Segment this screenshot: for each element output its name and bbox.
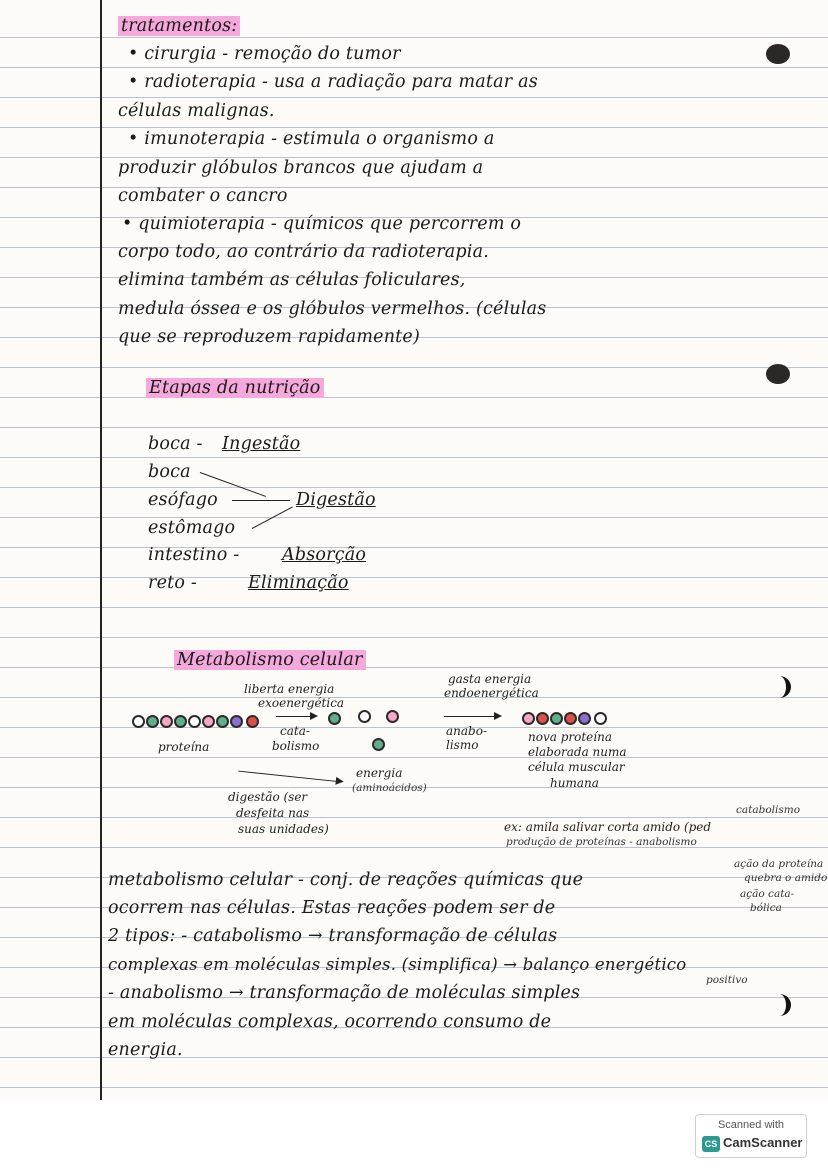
treatment-line: • imunoterapia - estimula o organismo a [128, 129, 495, 149]
treatment-line: elimina também as células foliculares, [118, 270, 466, 290]
new-protein-label: nova proteína [528, 730, 612, 744]
amino-acid-bead [132, 715, 145, 728]
amino-acid-bead [174, 715, 187, 728]
side-note: bólica [750, 902, 782, 914]
digestion-note: suas unidades) [238, 822, 329, 836]
catabolism-label: exoenergética [258, 696, 345, 710]
digestion-note: desfeita nas [236, 806, 310, 820]
digestion-note: digestão (ser [228, 790, 308, 804]
margin-line [100, 0, 102, 1100]
amino-acid-bead [202, 715, 215, 728]
energy-label: (aminoácidos) [352, 782, 427, 794]
definition-note: positivo [706, 974, 748, 986]
definition-line: em moléculas complexas, ocorrendo consumo de [108, 1012, 552, 1032]
anabolism-label: endoenergética [444, 686, 539, 700]
treatment-line: • quimioterapia - químicos que percorrem o [122, 214, 522, 234]
amino-acid-bead [578, 712, 591, 725]
nutrition-title [146, 378, 324, 398]
new-protein-label: humana [550, 776, 599, 790]
definition-line: energia. [108, 1040, 183, 1060]
amino-acid-bead [328, 712, 341, 725]
treatment-line: corpo todo, ao contrário da radioterapia. [118, 242, 489, 262]
treatment-line: que se reproduzem rapidamente) [118, 327, 420, 347]
digestion-link-line [232, 500, 290, 501]
protein-label: proteína [158, 740, 210, 754]
nutrition-organ: estômago [148, 518, 236, 538]
energy-label: energia [356, 766, 403, 780]
treatment-line: células malignas. [118, 101, 275, 121]
side-note: catabolismo [736, 804, 801, 816]
treatment-line: • cirurgia - remoção do tumor [128, 44, 401, 64]
amino-acid-bead [564, 712, 577, 725]
amino-acid-bead [358, 710, 371, 723]
definition-line: ocorrem nas células. Estas reações podem ser de [108, 898, 556, 918]
definition-line: complexas em moléculas simples. (simplifica) → balanço energético [108, 955, 687, 974]
definition-line: - anabolismo → transformação de moléculas simples [108, 983, 581, 1003]
amino-acid-bead [594, 712, 607, 725]
amino-acid-bead [188, 715, 201, 728]
anabolism-label: lismo [446, 738, 479, 752]
metabolism-title [174, 650, 366, 670]
example-note: ex: amila salivar corta amido (ped [504, 820, 712, 834]
nutrition-stage: Absorção [282, 545, 367, 565]
nutrition-organ: boca [148, 462, 191, 482]
anabolism-arrow [444, 716, 500, 717]
metabolism-title-text: Metabolismo celular [174, 650, 366, 670]
camscanner-name: CamScanner [723, 1135, 803, 1150]
amino-acid-bead [550, 712, 563, 725]
amino-acid-bead [216, 715, 229, 728]
example-note: produção de proteínas - anabolismo [506, 836, 697, 848]
binder-hole-2 [766, 364, 790, 384]
treatment-line: • radioterapia - usa a radiação para matar as [128, 72, 538, 92]
new-protein-label: célula muscular [528, 760, 625, 774]
binder-hole-3 [768, 676, 791, 698]
camscanner-badge [695, 1114, 807, 1158]
amino-acid-bead [536, 712, 549, 725]
anabolism-label: anabo- [446, 724, 487, 738]
binder-hole-4 [768, 994, 791, 1016]
catabolism-arrow [276, 716, 316, 717]
amino-acid-bead [230, 715, 243, 728]
new-protein-label: elaborada numa [528, 745, 627, 759]
nutrition-organ: boca - [148, 434, 203, 454]
amino-acid-bead [146, 715, 159, 728]
scanned-with-label: Scanned with [717, 1119, 785, 1131]
catabolism-label: liberta energia [244, 682, 335, 696]
amino-acid-bead [522, 712, 535, 725]
nutrition-stage: Eliminação [248, 573, 349, 593]
camscanner-logo-icon: CS [702, 1136, 720, 1152]
amino-acid-bead [372, 738, 385, 751]
side-note: quebra o amido [744, 872, 828, 884]
nutrition-title-text: Etapas da nutrição [146, 378, 324, 398]
nutrition-organ: intestino - [148, 545, 240, 565]
nutrition-organ: reto - [148, 573, 197, 593]
side-note: ação da proteína [734, 858, 824, 870]
nutrition-stage: Digestão [296, 490, 376, 510]
anabolism-label: gasta energia [448, 672, 532, 686]
amino-acid-bead [246, 715, 259, 728]
amino-acid-bead [160, 715, 173, 728]
nutrition-organ: esófago [148, 490, 218, 510]
nutrition-stage: Ingestão [222, 434, 301, 454]
definition-line: metabolismo celular - conj. de reações químicas que [108, 870, 584, 890]
treatment-line: medula óssea e os glóbulos vermelhos. (células [118, 299, 547, 319]
catabolism-label: bolismo [272, 739, 320, 753]
treatment-line: produzir glóbulos brancos que ajudam a [118, 158, 484, 178]
treatments-title-text: tratamentos: [118, 16, 240, 36]
definition-line: 2 tipos: - catabolismo → transformação de células [108, 926, 558, 946]
catabolism-label: cata- [280, 724, 310, 738]
side-note: ação cata- [740, 888, 795, 900]
amino-acid-bead [386, 710, 399, 723]
binder-hole-1 [766, 44, 790, 64]
treatments-title [118, 16, 240, 36]
treatment-line: combater o cancro [118, 186, 288, 206]
